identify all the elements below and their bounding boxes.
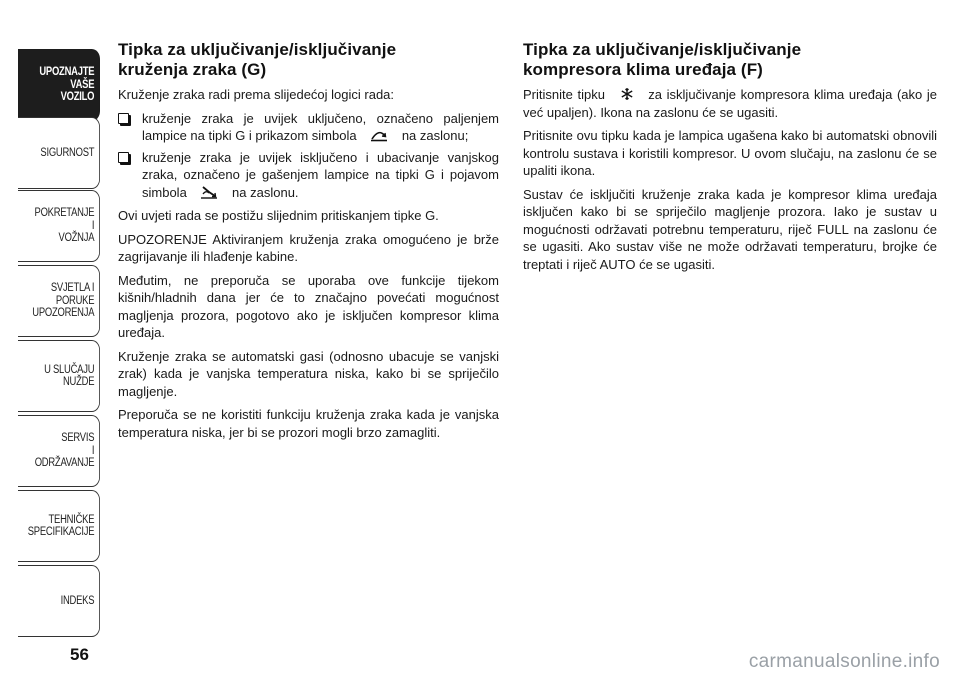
checkbox-bullet-icon [118,152,129,163]
section-heading-compressor [523,40,937,80]
heading-line: kompresora klima uređaja (F) [523,60,763,79]
paragraph: Preporuča se ne koristiti funkciju kruženja zraka kada je vanjska temperatura niska, jer bi se prozori mogli brzo zamagliti. [118,407,499,440]
tab-label-line: SIGURNOST [40,146,95,159]
tab-servis-i-odrzavanje[interactable] [18,415,100,487]
checkbox-bullet-icon [118,113,129,124]
list-item-text: kruženje zraka je uvijek uključeno, označeno paljenjem lampice na tipki G i prikazom simbola [142,110,499,143]
left-column [118,40,499,447]
heading-line: Tipka za uključivanje/isključivanje [118,40,397,59]
tab-label-line: UPOZNAJTE [39,66,95,79]
paragraph: Kruženje zraka se automatski gasi (odnosno ubacuje se vanjski zrak) kada je vanjska temperatura niska, kako bi se spriječilo magljenje. [118,348,499,399]
chapter-sidebar [0,0,104,679]
right-column [523,40,937,279]
recirculation-icon [370,130,388,142]
tab-label-line: I [91,444,95,457]
tab-label-line: UPOZORENJA [32,307,95,320]
recirculation-modes-list [118,110,499,202]
tab-label-line: VAŠE [70,78,95,91]
section-heading-recirculation [118,40,499,80]
tab-sigurnost[interactable] [18,117,100,189]
tab-label-line: SERVIS [61,432,95,445]
paragraph [523,86,937,121]
list-item [118,110,499,145]
list-item [118,149,499,202]
tab-label-line: VOZILO [60,91,95,104]
tab-upoznajte-vase-vozilo[interactable] [18,49,100,121]
warning-paragraph: UPOZORENJE Aktiviranjem kruženja zraka omogućeno je brže zagrijavanje ili hlađenje kabine. [118,231,499,264]
list-item-text-end: na zaslonu; [401,128,469,143]
tab-label-line: VOŽNJA [58,232,95,245]
tab-label-line: I [91,219,95,232]
snowflake-icon [620,87,634,101]
tab-label-line: U SLUČAJU [44,363,95,376]
heading-line: Tipka za uključivanje/isključivanje [523,40,802,59]
paragraph-text: za isključivanje kompresora klima uređaja (ako je već upaljen). Ikona na zaslonu će se ugasiti. [523,87,937,120]
heading-line: kruženja zraka (G) [118,60,267,79]
tab-pokretanje-i-voznja[interactable] [18,190,100,262]
page-number: 56 [70,645,89,664]
paragraph: Sustav će isključiti kruženje zraka kada je kompresor klima uređaja isključen kako bi se spriječilo magljenje prozora. Iako je sustav u mogućnosti održavati potrebnu temperaturu, riječ FULL na zaslonu će se ugasiti. Ako sustav više ne može održavati temperaturu, brojke će treptati i riječ AUTO će se ugasiti. [523,186,937,272]
tab-svjetla-i-poruke-upozorenja[interactable] [18,265,100,337]
tab-label-line: SPECIFIKACIJE [27,526,95,538]
tab-indeks[interactable] [18,565,100,637]
paragraph: Ovi uvjeti rada se postižu slijednim pritiskanjem tipke G. [118,208,439,223]
tab-u-slucaju-nuzde[interactable] [18,340,100,412]
paragraph: Međutim, ne preporuča se uporaba ove funkcije tijekom kišnih/hladnih dana jer će to značajno povećati mogućnost magljenja prozora, pogotovo ako je isključen kompresor klima uređaja. [118,272,499,340]
list-item-text: kruženje zraka je uvijek isključeno i ubacivanje vanjskog zraka, označeno je gašenjem lampice na tipki G i pojavom simbola [142,149,499,200]
paragraph: Pritisnite ovu tipku kada je lampica ugašena kako bi automatski obnovili kontrolu sustava i koristili kompresor. U ovom slučaju, na zaslonu će se upaliti ikona. [523,128,937,178]
tab-label-line: NUŽDE [62,376,95,388]
tab-tehnicke-specifikacije[interactable] [18,490,100,562]
watermark: carmanualsonline.info [748,651,940,672]
paragraph-text: Pritisnite tipku [523,87,605,102]
outside-air-icon [200,185,218,199]
list-item-text-end: na zaslonu. [232,184,299,200]
tab-label-line: INDEKS [60,594,95,607]
tab-label-line: ODRŽAVANJE [34,457,95,470]
intro-paragraph: Kruženje zraka radi prema slijedećoj logici rada: [118,87,395,102]
tab-label-line: PORUKE [55,294,95,307]
tab-label-line: TEHNIČKE [48,513,95,526]
tab-label-line: SVJETLA I [50,282,95,295]
tab-label-line: POKRETANJE [34,207,95,220]
